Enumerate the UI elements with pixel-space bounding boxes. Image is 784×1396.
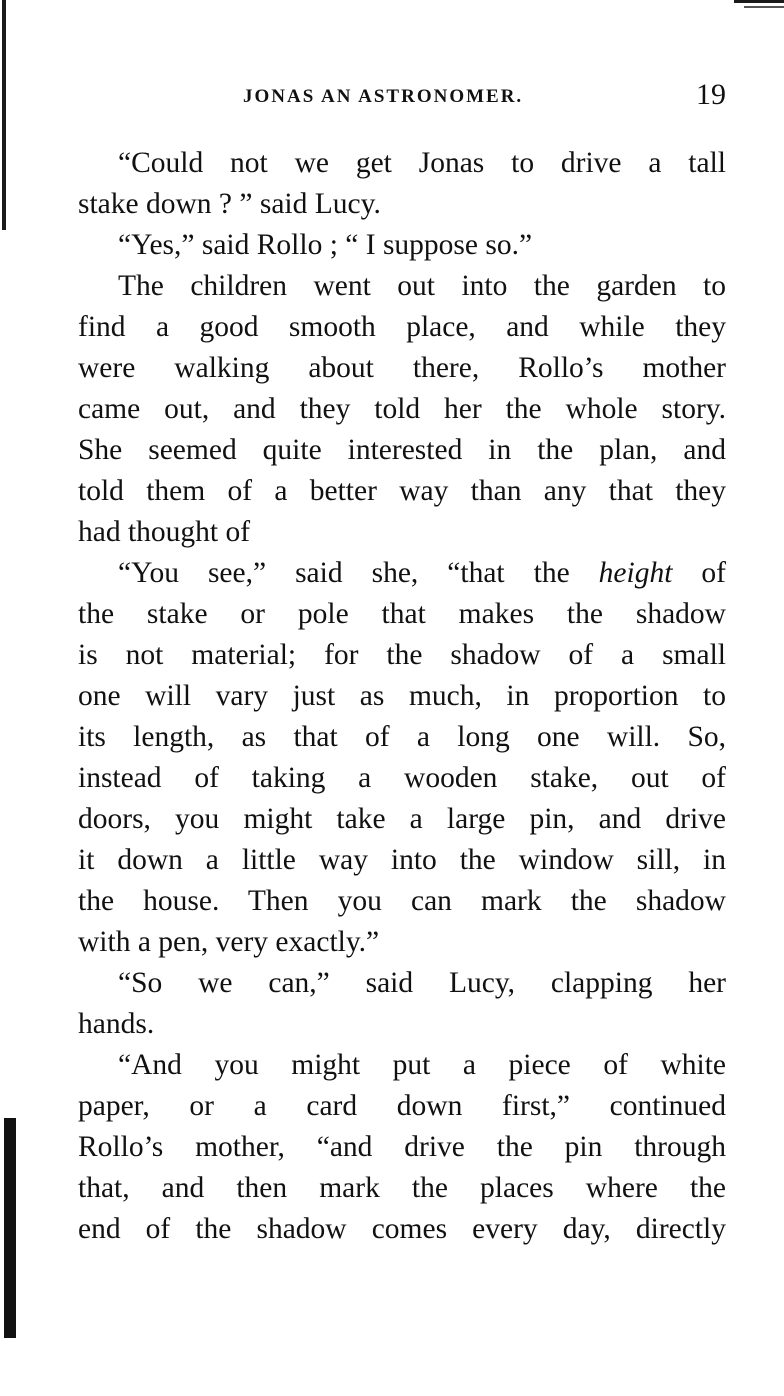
text-line: had thought of [78, 516, 251, 548]
text-line: it down a little way into the window sill, in [78, 844, 726, 876]
text-line: that, and then mark the places where the [78, 1172, 726, 1204]
text-line: the stake or pole that makes the shadow [78, 598, 726, 630]
running-head [0, 78, 784, 112]
text-line: hands. [78, 1008, 155, 1040]
text-line: stake down ? ” said Lucy. [78, 188, 381, 220]
scan-edge-mark [734, 0, 784, 3]
text-line: one will vary just as much, in proportion to [78, 680, 726, 712]
text-line: instead of taking a wooden stake, out of [78, 762, 726, 794]
text-segment: of [672, 557, 726, 589]
scan-edge-mark [4, 1118, 16, 1338]
text-line: is not material; for the shadow of a small [78, 639, 726, 671]
text-line: were walking about there, Rollo’s mother [78, 352, 726, 384]
text-line: “And you might put a piece of white [118, 1049, 726, 1081]
scan-edge-mark [2, 0, 6, 230]
text-line: find a good smooth place, and while they [78, 311, 726, 343]
text-line-with-italic [78, 553, 726, 594]
text-line: end of the shadow comes every day, directly [78, 1213, 726, 1245]
text-line: doors, you might take a large pin, and drive [78, 803, 726, 835]
text-line: told them of a better way than any that they [78, 475, 726, 507]
text-line: paper, or a card down first,” continued [78, 1090, 726, 1122]
body-text [78, 143, 726, 1250]
text-line: the house. Then you can mark the shadow [78, 885, 726, 917]
text-line: came out, and they told her the whole story. [78, 393, 726, 425]
text-line: “Could not we get Jonas to drive a tall [118, 147, 726, 179]
text-line: with a pen, very exactly.” [78, 926, 380, 958]
text-line: She seemed quite interested in the plan, and [78, 434, 726, 466]
page-number: 19 [696, 78, 726, 111]
text-segment: “You see,” said she, “that the [118, 557, 599, 589]
text-line: “Yes,” said Rollo ; “ I suppose so.” [118, 229, 533, 261]
text-line: Rollo’s mother, “and drive the pin through [78, 1131, 726, 1163]
text-line: “So we can,” said Lucy, clapping her [118, 967, 726, 999]
text-line: its length, as that of a long one will. So, [78, 721, 726, 753]
text-line: The children went out into the garden to [118, 270, 726, 302]
scan-edge-mark [744, 6, 784, 8]
italic-word: height [598, 557, 673, 589]
running-title: JONAS AN ASTRONOMER. [243, 86, 524, 107]
